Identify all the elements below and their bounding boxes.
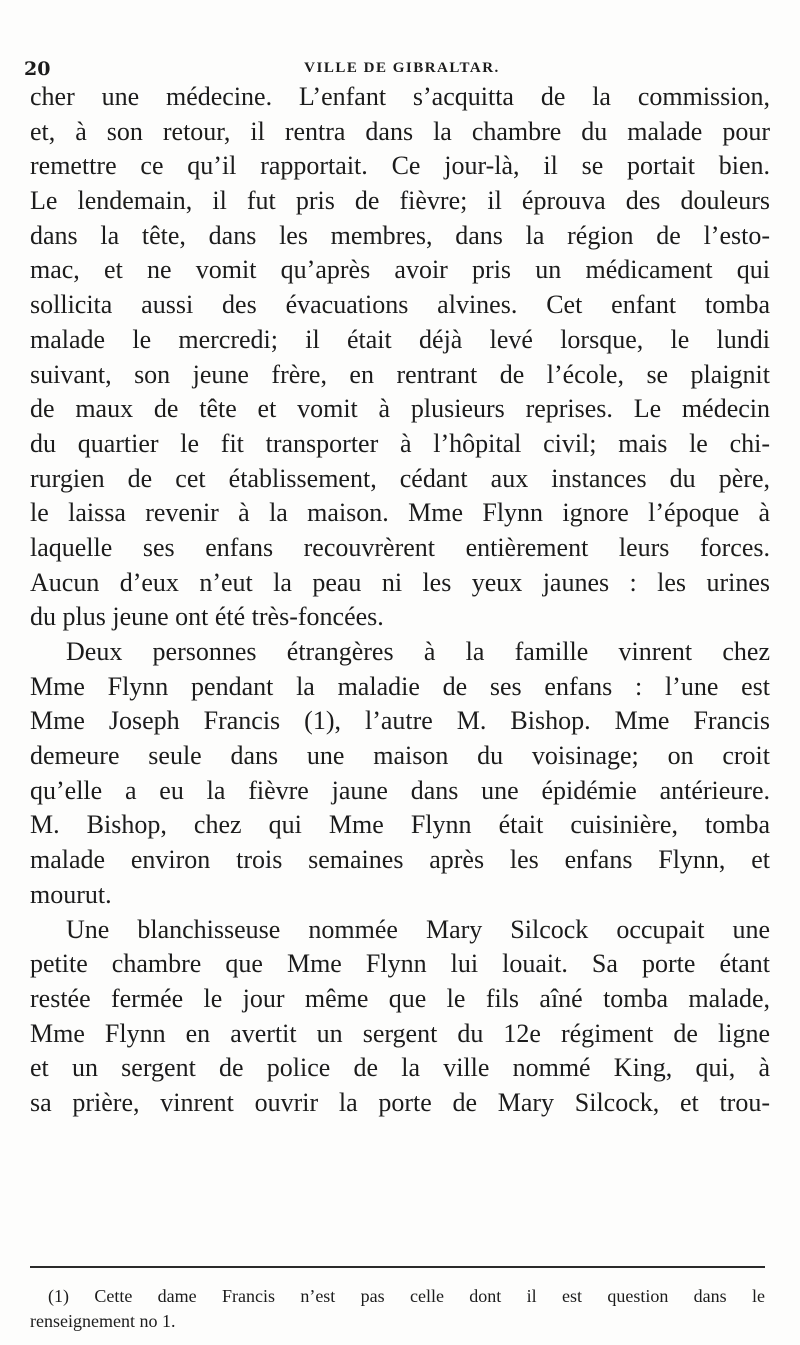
- text-line: de maux de tête et vomit à plusieurs reprises. Le médecin: [30, 394, 770, 424]
- text-line: petite chambre que Mme Flynn lui louait. Sa porte étant: [30, 949, 770, 979]
- text-line: du quartier le fit transporter à l’hôpital civil; mais le chi-: [30, 428, 770, 458]
- text-line: et un sergent de police de la ville nommé King, qui, à: [30, 1053, 770, 1083]
- text-line: cher une médecine. L’enfant s’acquitta de la commission,: [30, 82, 770, 111]
- text-line: Mme Flynn en avertit un sergent du 12e régiment de ligne: [30, 1018, 770, 1048]
- text-line: sollicita aussi des évacuations alvines. Cet enfant tomba: [30, 290, 770, 320]
- page-number: 20: [24, 58, 51, 80]
- text-line: et, à son retour, il rentra dans la chambre du malade pour: [30, 116, 770, 146]
- footnote-line: renseignement no 1.: [30, 1311, 176, 1331]
- text-line: Aucun d’eux n’eut la peau ni les yeux jaunes : les urines: [30, 567, 770, 597]
- text-line: Une blanchisseuse nommée Mary Silcock occupait une: [66, 914, 770, 944]
- text-line: suivant, son jeune frère, en rentrant de l’école, se plaignit: [30, 359, 770, 389]
- text-line: du plus jeune ont été très-foncées.: [30, 602, 384, 632]
- text-line: Mme Joseph Francis (1), l’autre M. Bishop. Mme Francis: [30, 706, 770, 736]
- body-text: [30, 80, 770, 1121]
- text-line: malade le mercredi; il était déjà levé lorsque, le lundi: [30, 324, 770, 354]
- text-line: Mme Flynn pendant la maladie de ses enfans : l’une est: [30, 671, 770, 701]
- text-line: malade environ trois semaines après les enfans Flynn, et: [30, 845, 770, 875]
- text-line: qu’elle a eu la fièvre jaune dans une épidémie antérieure.: [30, 775, 770, 805]
- text-line: demeure seule dans une maison du voisinage; on croit: [30, 741, 770, 771]
- footnote: [30, 1284, 765, 1334]
- text-line: le laissa revenir à la maison. Mme Flynn ignore l’époque à: [30, 498, 770, 528]
- text-line: mourut.: [30, 879, 112, 909]
- text-line: rurgien de cet établissement, cédant aux instances du père,: [30, 463, 770, 493]
- text-line: remettre ce qu’il rapportait. Ce jour-là, il se portait bien.: [30, 151, 770, 181]
- running-header: [24, 58, 780, 82]
- text-line: sa prière, vinrent ouvrir la porte de Mary Silcock, et trou-: [30, 1087, 770, 1117]
- text-line: dans la tête, dans les membres, dans la région de l’esto-: [30, 220, 770, 250]
- text-line: Deux personnes étrangères à la famille vinrent chez: [66, 637, 770, 666]
- footnote-line: (1) Cette dame Francis n’est pas celle dont il est question dans le: [48, 1286, 765, 1306]
- running-title: VILLE DE GIBRALTAR.: [304, 60, 500, 76]
- text-line: M. Bishop, chez qui Mme Flynn était cuisinière, tomba: [30, 810, 770, 840]
- text-line: mac, et ne vomit qu’après avoir pris un médicament qui: [30, 255, 770, 285]
- text-line: restée fermée le jour même que le fils aîné tomba malade,: [30, 983, 770, 1013]
- text-line: Le lendemain, il fut pris de fièvre; il éprouva des douleurs: [30, 186, 770, 216]
- footnote-rule: [30, 1266, 765, 1268]
- text-line: laquelle ses enfans recouvrèrent entièrement leurs forces.: [30, 532, 770, 562]
